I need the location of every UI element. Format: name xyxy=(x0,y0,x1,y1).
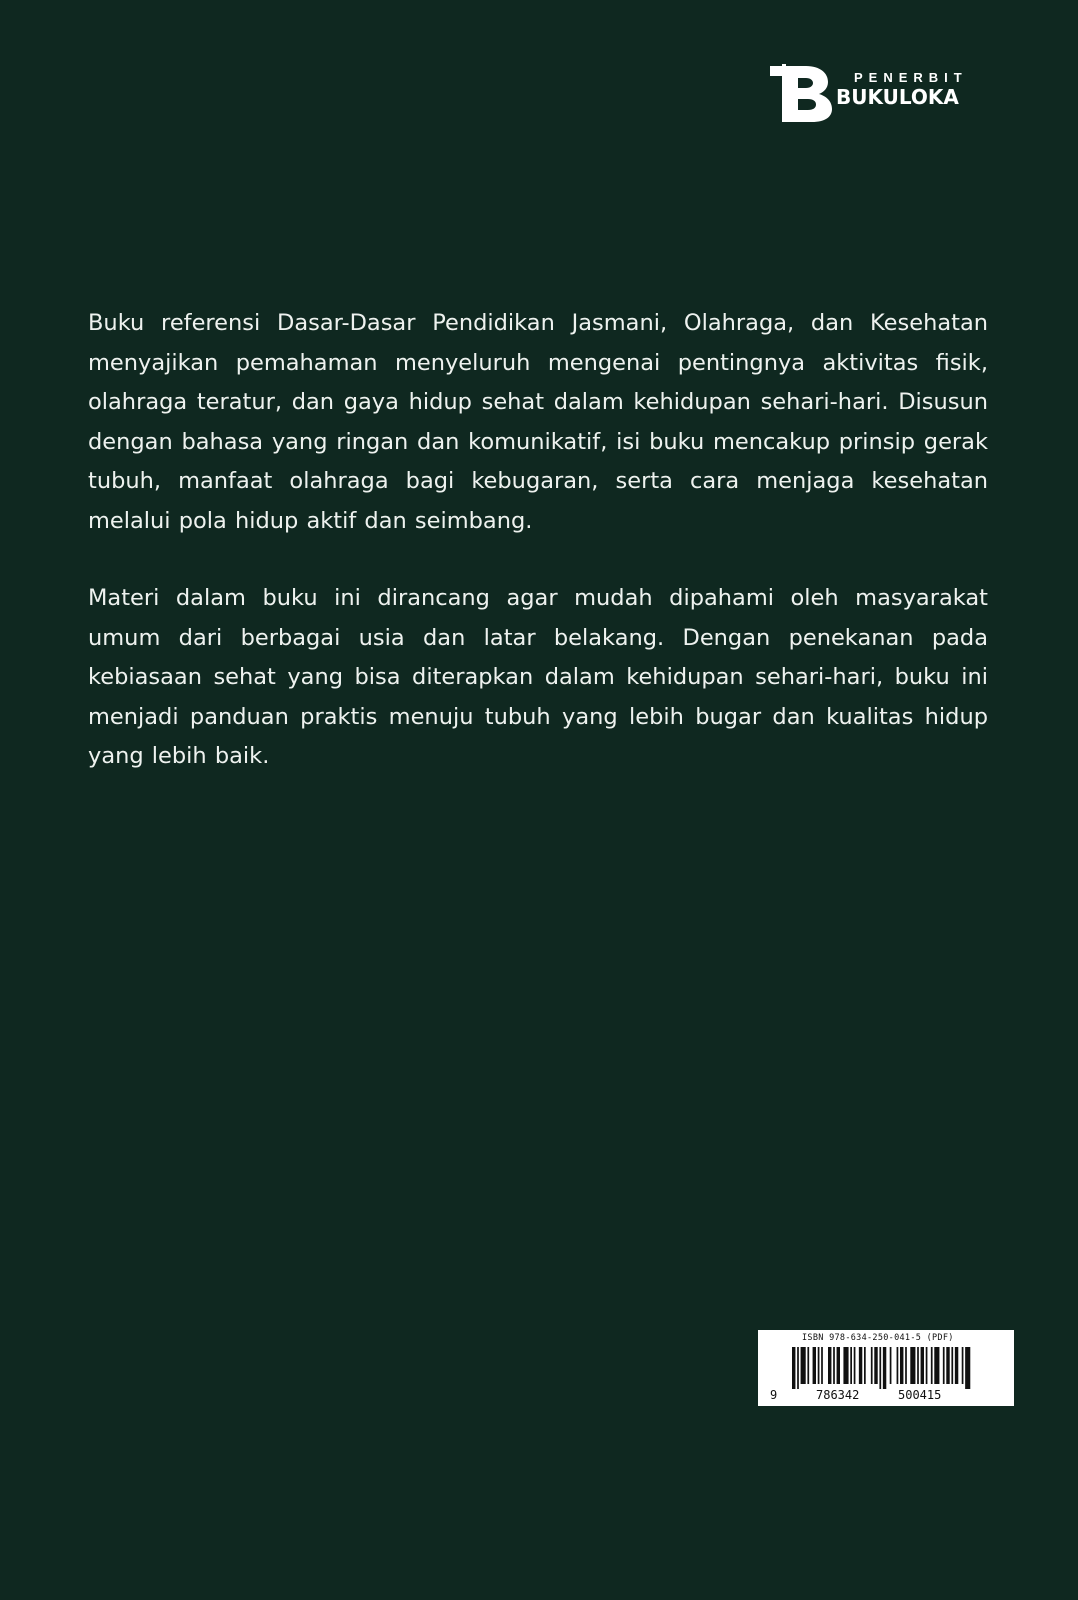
barcode-bar xyxy=(921,1347,924,1384)
book-blurb xyxy=(88,304,988,815)
barcode-bar xyxy=(917,1347,919,1384)
barcode-bar xyxy=(946,1347,949,1384)
barcode-bar xyxy=(859,1347,862,1384)
barcode-bar xyxy=(792,1347,795,1389)
barcode-bar xyxy=(850,1347,852,1384)
barcode-bar xyxy=(890,1347,892,1384)
publisher-name: BUKULOKA xyxy=(836,85,959,109)
barcode-digits-right: 500415 xyxy=(898,1388,942,1402)
barcode-bar xyxy=(864,1347,866,1384)
barcode-bar xyxy=(943,1347,945,1384)
barcode-bar xyxy=(821,1347,823,1384)
barcode-bar xyxy=(926,1347,928,1384)
barcode-bar xyxy=(843,1347,848,1384)
barcode-bar xyxy=(962,1347,964,1384)
publisher-logo-text xyxy=(836,71,968,109)
barcode-digits-left: 786342 xyxy=(816,1388,860,1402)
barcode-bar xyxy=(837,1347,840,1384)
publisher-logo-b-icon xyxy=(770,64,834,122)
isbn-label: ISBN 978-634-250-041-5 (PDF) xyxy=(802,1333,954,1343)
publisher-logo xyxy=(770,64,968,122)
publisher-label-top: PENERBIT xyxy=(854,70,968,85)
barcode-bar xyxy=(828,1347,831,1384)
barcode-bar xyxy=(879,1347,881,1389)
barcode-bar xyxy=(813,1347,816,1384)
barcode-bar xyxy=(833,1347,835,1384)
barcode-bar xyxy=(900,1347,903,1384)
barcode-bar xyxy=(934,1347,939,1384)
barcode-digit-lead: 9 xyxy=(770,1388,778,1402)
barcode-bar xyxy=(955,1347,958,1384)
barcode-bar xyxy=(797,1347,799,1389)
barcode-bar xyxy=(951,1347,953,1384)
barcode-bar xyxy=(897,1347,899,1384)
barcode-bar xyxy=(818,1347,820,1384)
barcode-bar xyxy=(807,1347,809,1384)
blurb-paragraph-1: Buku referensi Dasar-Dasar Pendidikan Jasmani, Olahraga, dan Kesehatan menyajikan pemahaman menyeluruh mengenai pentingnya aktivitas fisik, olahraga teratur, dan gaya hidup sehat dalam kehidupan sehari-hari. Disusun dengan bahasa yang ringan dan komunikatif, isi buku mencakup prinsip gerak tubuh, manfaat olahraga bagi kebugaran, serta cara menjaga kesehatan melalui pola hidup aktif dan seimbang. xyxy=(88,310,988,534)
barcode-bar xyxy=(874,1347,877,1384)
barcode-bar xyxy=(965,1347,970,1389)
blurb-paragraph-2: Materi dalam buku ini dirancang agar mudah dipahami oleh masyarakat umum dari berbagai usia dan latar belakang. Dengan penekanan pada kebiasaan sehat yang bisa diterapkan dalam kehidupan sehari-hari, buku ini menjadi panduan praktis menuju tubuh yang lebih bugar dan kualitas hidup yang lebih baik. xyxy=(88,585,988,769)
isbn-barcode xyxy=(758,1330,1014,1406)
barcode-bar xyxy=(854,1347,856,1384)
barcode-bar xyxy=(801,1347,806,1384)
barcode-bar xyxy=(883,1347,886,1389)
barcode-bar xyxy=(871,1347,873,1384)
barcode-bar xyxy=(905,1347,907,1384)
barcode-bar xyxy=(910,1347,915,1384)
barcode-bars xyxy=(792,1347,972,1389)
barcode-bar xyxy=(931,1347,933,1384)
